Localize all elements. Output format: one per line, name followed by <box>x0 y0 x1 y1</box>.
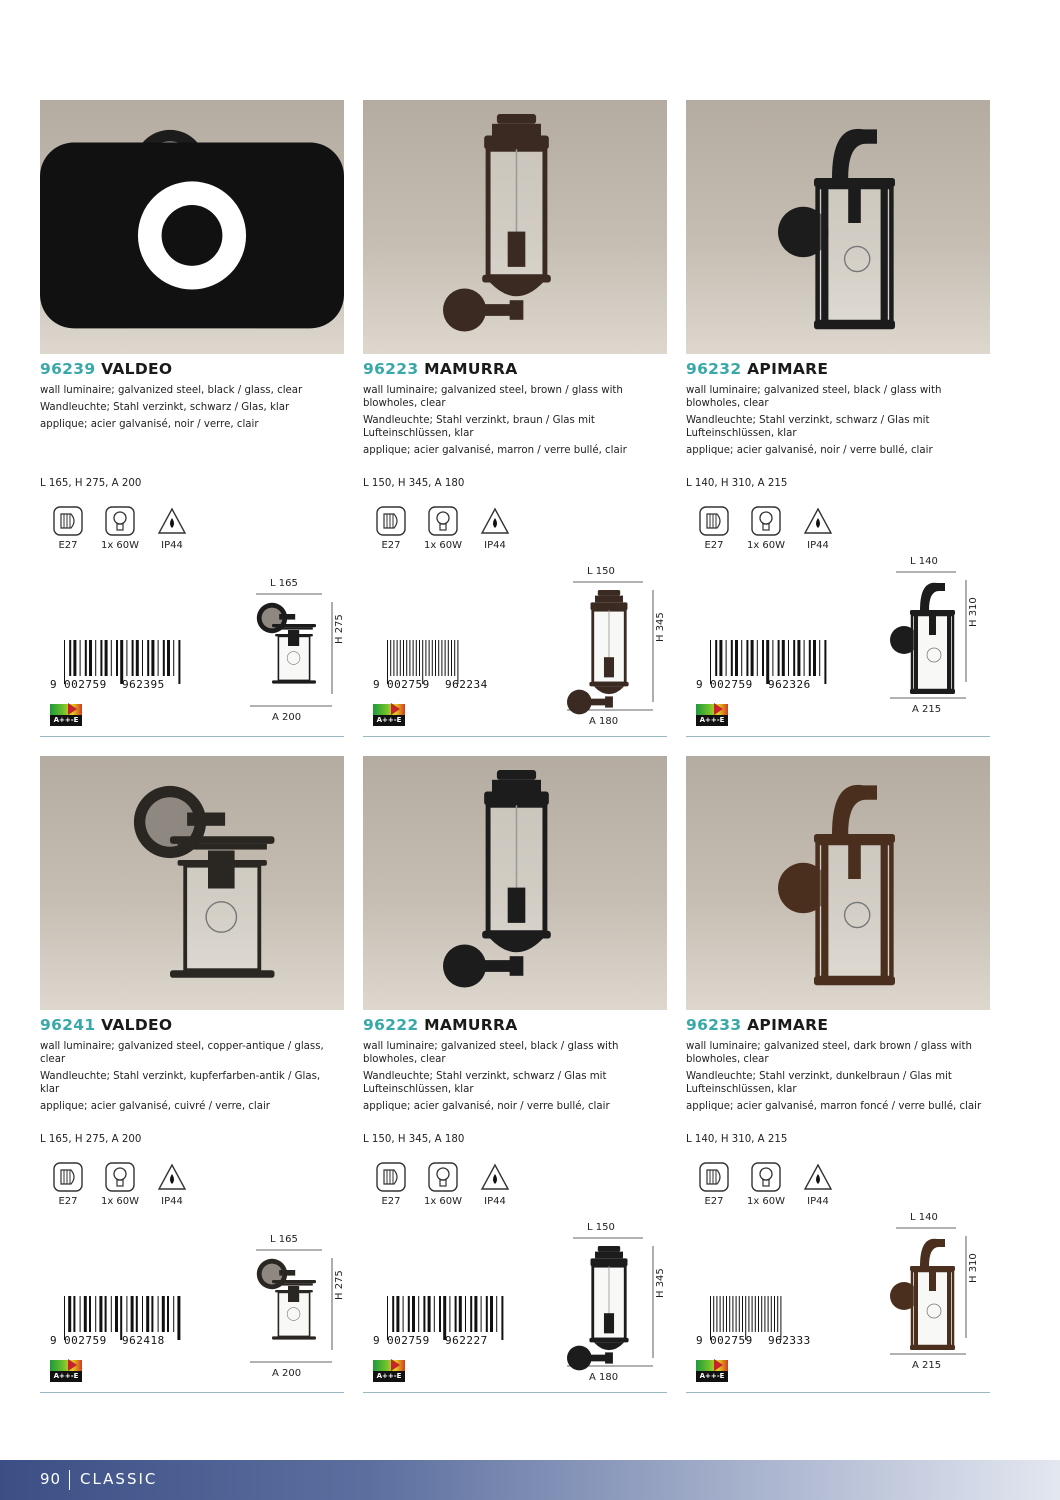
socket-spec <box>694 1162 734 1207</box>
barcode-prefix: 9 <box>50 1334 58 1347</box>
card-separator <box>40 1392 344 1393</box>
dimension-height: H 345 <box>655 1268 666 1298</box>
card-separator <box>686 1392 990 1393</box>
dimension-projection: A 180 <box>589 1372 619 1383</box>
socket-spec <box>694 506 734 551</box>
barcode <box>373 1296 523 1356</box>
dimension-projection: A 215 <box>912 704 942 715</box>
ip-label: IP44 <box>807 540 829 551</box>
bulb-spec <box>100 506 140 551</box>
barcode-prefix: 9 <box>50 678 58 691</box>
dimension-projection: A 200 <box>272 1368 302 1379</box>
energy-arrow-icon <box>714 703 723 715</box>
barcode-prefix: 9 <box>696 1334 704 1347</box>
product-title <box>686 1016 828 1034</box>
socket-icon <box>48 506 88 536</box>
ip-label: IP44 <box>161 540 183 551</box>
bulb-icon <box>100 506 140 536</box>
bulb-label: 1x 60W <box>746 540 786 551</box>
energy-arrow-icon <box>714 1359 723 1371</box>
spec-icons <box>48 506 218 556</box>
description-de: Wandleuchte; Stahl verzinkt, braun / Glas mit Lufteinschlüssen, klar <box>363 415 595 439</box>
product-title <box>363 1016 518 1034</box>
energy-bars <box>696 704 728 715</box>
dimension-length: L 150 <box>587 566 615 577</box>
product-description <box>686 1040 986 1117</box>
product-title <box>686 360 828 378</box>
description-de: Wandleuchte; Stahl verzinkt, schwarz / Glas mit Lufteinschlüssen, klar <box>363 1071 607 1095</box>
dimension-projection: A 200 <box>272 712 302 723</box>
product-photo <box>40 100 344 354</box>
dimension-height: H 345 <box>655 612 666 642</box>
dimension-projection: A 180 <box>589 716 619 727</box>
product-code: 96232 <box>686 360 742 378</box>
dimension-height: H 275 <box>334 614 345 644</box>
barcode-left-digits: 002759 <box>710 678 753 691</box>
description-de: Wandleuchte; Stahl verzinkt, dunkelbraun / Glas mit Lufteinschlüssen, klar <box>686 1071 952 1095</box>
energy-bars <box>696 1360 728 1371</box>
description-de: Wandleuchte; Stahl verzinkt, schwarz / Glas, klar <box>40 402 290 413</box>
socket-label: E27 <box>381 1196 401 1207</box>
lamp-illustration <box>363 100 667 354</box>
description-fr: applique; acier galvanisé, noir / verre bullé, clair <box>686 445 933 456</box>
socket-label: E27 <box>58 540 78 551</box>
description-de: Wandleuchte; Stahl verzinkt, schwarz / Glas mit Lufteinschlüssen, klar <box>686 415 930 439</box>
product-description <box>40 1040 340 1117</box>
bulb-icon <box>423 1162 463 1192</box>
barcode-right-digits: 962326 <box>768 678 811 691</box>
energy-bars <box>373 1360 405 1371</box>
ip-spec <box>152 1162 192 1207</box>
bulb-icon <box>100 1162 140 1192</box>
dimension-projection: A 215 <box>912 1360 942 1371</box>
product-card <box>40 100 344 740</box>
ip-label: IP44 <box>484 1196 506 1207</box>
barcode-right-digits: 962418 <box>122 1334 165 1347</box>
barcode <box>373 640 523 700</box>
product-description <box>686 384 986 461</box>
barcode-prefix: 9 <box>373 678 381 691</box>
card-separator <box>686 736 990 737</box>
energy-class: A++-E <box>373 715 405 726</box>
product-card <box>363 100 667 740</box>
product-name: VALDEO <box>101 1016 173 1034</box>
energy-arrow-icon <box>68 1359 77 1371</box>
description-fr: applique; acier galvanisé, noir / verre bullé, clair <box>363 1101 610 1112</box>
product-title <box>40 1016 172 1034</box>
energy-label <box>696 1360 728 1382</box>
ip-spec <box>798 506 838 551</box>
dimension-length: L 165 <box>270 1234 298 1245</box>
barcode-prefix: 9 <box>373 1334 381 1347</box>
description-fr: applique; acier galvanisé, marron foncé / verre bullé, clair <box>686 1101 982 1112</box>
product-name: VALDEO <box>101 360 173 378</box>
bulb-icon <box>423 506 463 536</box>
description-fr: applique; acier galvanisé, noir / verre, clair <box>40 419 259 430</box>
product-description <box>363 384 663 461</box>
product-description <box>40 384 340 435</box>
socket-label: E27 <box>704 540 724 551</box>
technical-lamp <box>567 566 667 736</box>
product-name: MAMURRA <box>424 1016 518 1034</box>
spec-icons <box>694 506 864 556</box>
product-description <box>363 1040 663 1117</box>
product-photo <box>363 100 667 354</box>
barcode-prefix: 9 <box>696 678 704 691</box>
ip-rating-icon <box>152 1162 192 1192</box>
energy-arrow-icon <box>68 703 77 715</box>
product-name: MAMURRA <box>424 360 518 378</box>
description-en: wall luminaire; galvanized steel, brown / glass with blowholes, clear <box>363 385 623 409</box>
spec-icons <box>694 1162 864 1212</box>
bulb-label: 1x 60W <box>100 1196 140 1207</box>
product-name: APIMARE <box>747 1016 829 1034</box>
socket-icon <box>48 1162 88 1192</box>
energy-class: A++-E <box>373 1371 405 1382</box>
socket-label: E27 <box>58 1196 78 1207</box>
lamp-illustration <box>686 100 990 354</box>
barcode-right-digits: 962333 <box>768 1334 811 1347</box>
bulb-spec <box>100 1162 140 1207</box>
card-separator <box>40 736 344 737</box>
barcode-right-digits: 962234 <box>445 678 488 691</box>
technical-lamp <box>890 1212 990 1382</box>
product-photo <box>40 756 344 1010</box>
card-separator <box>363 1392 667 1393</box>
lamp-illustration <box>40 756 344 1010</box>
description-en: wall luminaire; galvanized steel, copper-antique / glass, clear <box>40 1041 324 1065</box>
lamp-illustration <box>686 756 990 1010</box>
barcode <box>50 1296 200 1356</box>
energy-label <box>373 1360 405 1382</box>
technical-drawing <box>890 1212 990 1382</box>
energy-label <box>50 1360 82 1382</box>
technical-drawing <box>890 556 990 726</box>
dimension-length: L 140 <box>910 1212 938 1223</box>
product-code: 96241 <box>40 1016 96 1034</box>
technical-drawing <box>567 566 667 736</box>
socket-label: E27 <box>704 1196 724 1207</box>
energy-arrow-icon <box>391 703 400 715</box>
description-en: wall luminaire; galvanized steel, black / glass with blowholes, clear <box>686 385 942 409</box>
product-card <box>40 756 344 1396</box>
dimension-height: H 310 <box>968 597 979 627</box>
barcode-left-digits: 002759 <box>387 678 430 691</box>
bulb-spec <box>423 1162 463 1207</box>
technical-drawing <box>250 578 350 748</box>
barcode <box>696 1296 846 1356</box>
card-separator <box>363 736 667 737</box>
product-title <box>40 360 172 378</box>
technical-drawing <box>567 1222 667 1392</box>
barcode-left-digits: 002759 <box>387 1334 430 1347</box>
energy-label <box>696 704 728 726</box>
product-code: 96223 <box>363 360 419 378</box>
technical-lamp <box>890 556 990 726</box>
dimension-length: L 140 <box>910 556 938 567</box>
product-card <box>363 756 667 1396</box>
product-card <box>686 756 990 1396</box>
energy-class: A++-E <box>696 715 728 726</box>
bulb-spec <box>423 506 463 551</box>
barcode-left-digits: 002759 <box>710 1334 753 1347</box>
barcode <box>696 640 846 700</box>
energy-class: A++-E <box>696 1371 728 1382</box>
energy-bars <box>50 1360 82 1371</box>
dimension-length: L 150 <box>587 1222 615 1233</box>
product-name: APIMARE <box>747 360 829 378</box>
spec-icons <box>48 1162 218 1212</box>
dimension-height: H 310 <box>968 1253 979 1283</box>
ip-spec <box>152 506 192 551</box>
ip-spec <box>798 1162 838 1207</box>
energy-arrow-icon <box>391 1359 400 1371</box>
product-code: 96239 <box>40 360 96 378</box>
ip-rating-icon <box>152 506 192 536</box>
barcode-right-digits: 962395 <box>122 678 165 691</box>
bulb-label: 1x 60W <box>100 540 140 551</box>
product-photo <box>686 756 990 1010</box>
ip-spec <box>475 506 515 551</box>
section-title: CLASSIC <box>80 1470 158 1488</box>
ip-rating-icon <box>475 1162 515 1192</box>
bulb-label: 1x 60W <box>423 1196 463 1207</box>
socket-label: E27 <box>381 540 401 551</box>
energy-label <box>50 704 82 726</box>
product-dimensions: L 165, H 275, A 200 <box>40 478 142 489</box>
footer-divider <box>69 1470 70 1490</box>
bulb-spec <box>746 506 786 551</box>
page-number: 90 <box>40 1470 62 1488</box>
product-card <box>686 100 990 740</box>
ip-label: IP44 <box>807 1196 829 1207</box>
ip-label: IP44 <box>484 540 506 551</box>
socket-spec <box>48 506 88 551</box>
energy-class: A++-E <box>50 715 82 726</box>
product-photo <box>686 100 990 354</box>
energy-class: A++-E <box>50 1371 82 1382</box>
socket-icon <box>694 1162 734 1192</box>
barcode <box>50 640 200 700</box>
socket-spec <box>48 1162 88 1207</box>
bulb-label: 1x 60W <box>746 1196 786 1207</box>
spec-icons <box>371 1162 541 1212</box>
technical-drawing <box>250 1234 350 1404</box>
camera-icon <box>40 100 344 354</box>
ip-label: IP44 <box>161 1196 183 1207</box>
energy-bars <box>50 704 82 715</box>
ip-rating-icon <box>798 1162 838 1192</box>
bulb-spec <box>746 1162 786 1207</box>
description-fr: applique; acier galvanisé, marron / verre bullé, clair <box>363 445 627 456</box>
product-dimensions: L 140, H 310, A 215 <box>686 478 788 489</box>
ip-spec <box>475 1162 515 1207</box>
bulb-icon <box>746 506 786 536</box>
socket-spec <box>371 506 411 551</box>
product-dimensions: L 140, H 310, A 215 <box>686 1134 788 1145</box>
dimension-length: L 165 <box>270 578 298 589</box>
description-de: Wandleuchte; Stahl verzinkt, kupferfarben-antik / Glas, klar <box>40 1071 321 1095</box>
socket-icon <box>371 1162 411 1192</box>
product-dimensions: L 165, H 275, A 200 <box>40 1134 142 1145</box>
description-en: wall luminaire; galvanized steel, dark brown / glass with blowholes, clear <box>686 1041 972 1065</box>
socket-spec <box>371 1162 411 1207</box>
spec-icons <box>371 506 541 556</box>
socket-icon <box>371 506 411 536</box>
dimension-height: H 275 <box>334 1270 345 1300</box>
ip-rating-icon <box>798 506 838 536</box>
description-en: wall luminaire; galvanized steel, black / glass with blowholes, clear <box>363 1041 619 1065</box>
ip-rating-icon <box>475 506 515 536</box>
page-footer <box>0 1460 1060 1500</box>
barcode-left-digits: 002759 <box>64 678 107 691</box>
lamp-illustration <box>363 756 667 1010</box>
technical-lamp <box>567 1222 667 1392</box>
energy-label <box>373 704 405 726</box>
description-fr: applique; acier galvanisé, cuivré / verre, clair <box>40 1101 270 1112</box>
product-dimensions: L 150, H 345, A 180 <box>363 478 465 489</box>
socket-icon <box>694 506 734 536</box>
product-dimensions: L 150, H 345, A 180 <box>363 1134 465 1145</box>
bulb-icon <box>746 1162 786 1192</box>
product-code: 96233 <box>686 1016 742 1034</box>
product-code: 96222 <box>363 1016 419 1034</box>
product-title <box>363 360 518 378</box>
barcode-right-digits: 962227 <box>445 1334 488 1347</box>
energy-bars <box>373 704 405 715</box>
barcode-left-digits: 002759 <box>64 1334 107 1347</box>
description-en: wall luminaire; galvanized steel, black / glass, clear <box>40 385 303 396</box>
product-photo <box>363 756 667 1010</box>
bulb-label: 1x 60W <box>423 540 463 551</box>
